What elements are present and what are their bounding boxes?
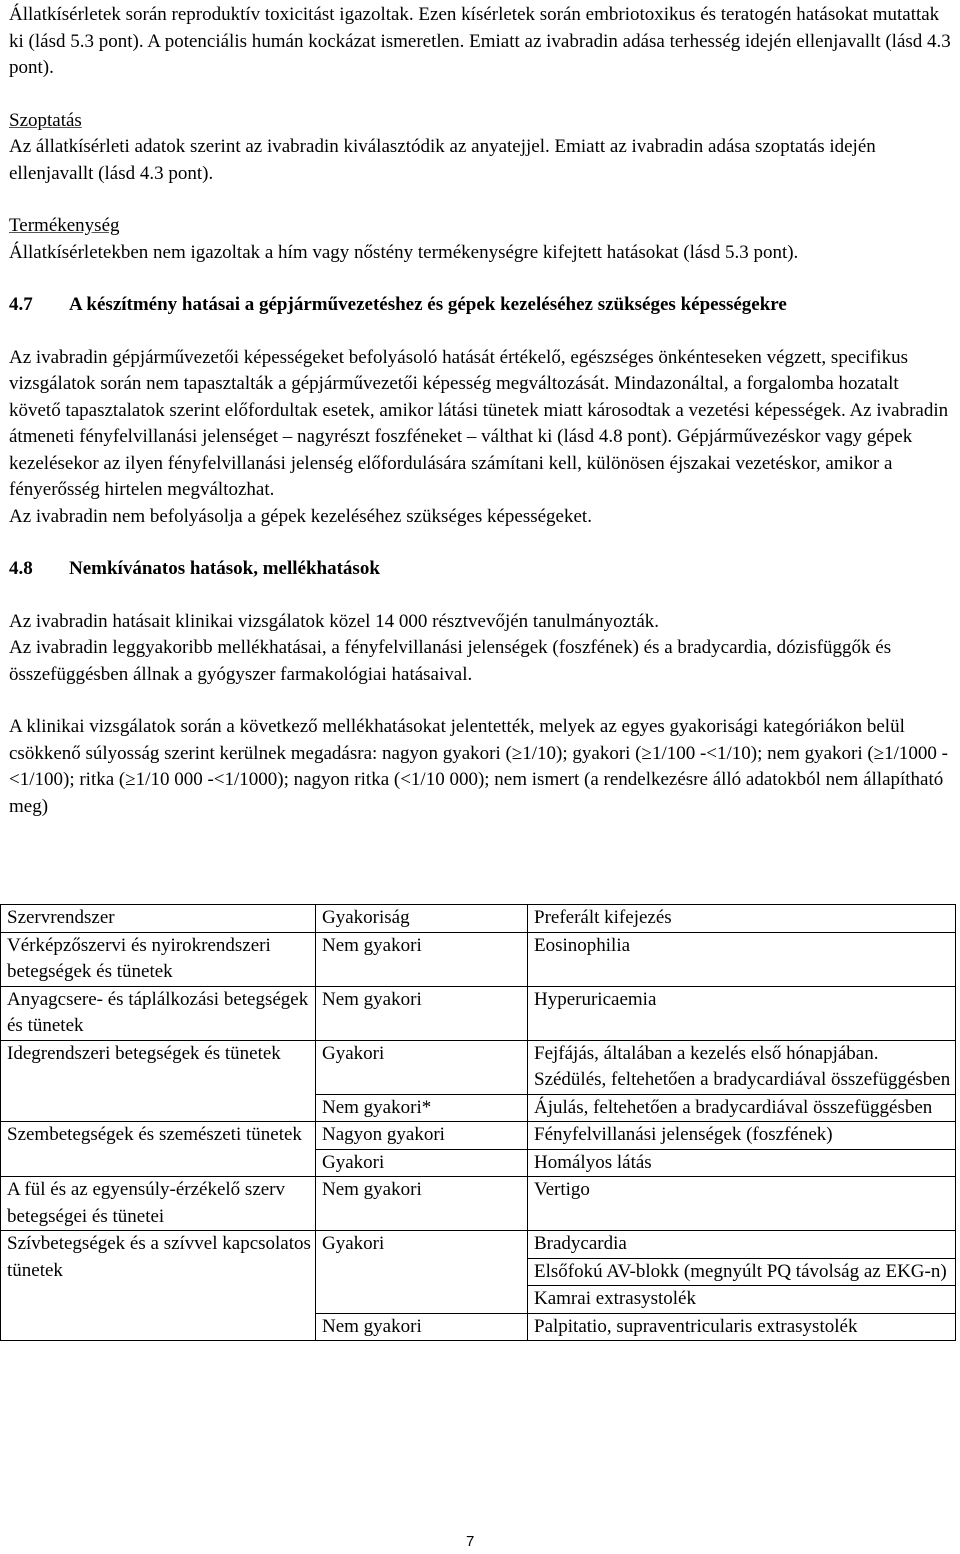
table-cell: Nem gyakori*: [316, 1094, 528, 1122]
breastfeeding-heading: Szoptatás: [9, 109, 82, 131]
table-header-cell: Preferált kifejezés: [528, 905, 956, 933]
table-cell: Szívbetegségek és a szívvel kapcsolatos tünetek: [1, 1231, 316, 1341]
table-row: [1, 986, 956, 1040]
table-cell: Kamrai extrasystolék: [528, 1286, 956, 1314]
table-cell: Nem gyakori: [316, 1177, 528, 1231]
breastfeeding-paragraph: Az állatkísérleti adatok szerint az ivabradin kiválasztódik az anyatejjel. Emiatt az ivabradin adása szoptatás idején ellenjavallt (lásd 4.3 pont).: [9, 136, 876, 184]
table-cell: Gyakori: [316, 1149, 528, 1177]
table-cell: Szembetegségek és szemészeti tünetek: [1, 1122, 316, 1177]
table-cell: Bradycardia: [528, 1231, 956, 1259]
table-cell: Elsőfokú AV-blokk (megnyúlt PQ távolság az EKG-n): [528, 1258, 956, 1286]
document-page: [9, 0, 953, 820]
fertility-heading: Termékenység: [9, 215, 120, 236]
table-row: [1, 1231, 956, 1259]
table-cell: Gyakori: [316, 1231, 528, 1314]
table-cell: Ájulás, feltehetően a bradycardiával összefüggésben: [528, 1094, 956, 1122]
table-row: [1, 1122, 956, 1150]
section-4-7-number: 4.7: [9, 294, 33, 315]
section-4-8-number: 4.8: [9, 558, 33, 579]
pregnancy-paragraph: Állatkísérletek során reproduktív toxicitást igazoltak. Ezen kísérletek során embriotoxikus és teratogén hatásokat mutattak ki (lásd 5.3 pont). A potenciális humán kockázat ismeretlen. Emiatt az ivabradin adása terhesség idején ellenjavallt (lásd 4.3 pont).: [9, 4, 951, 78]
table-cell: A fül és az egyensúly-érzékelő szerv betegségei és tünetei: [1, 1177, 316, 1231]
table-row: [1, 1040, 956, 1067]
section-4-8-paragraph-3: A klinikai vizsgálatok során a következő mellékhatásokat jelentették, melyek az egyes gyakorisági kategóriákon belül csökkenő súlyosság szerint kerülnek megadásra: nagyon gyakori (≥1/10); gyakori (≥1/100 -<1/10); nem gyakori (≥1/1000 -<1/100); ritka (≥1/10 000 -<1/1000); nagyon ritka (<1/10 000); nem ismert (a rendelkezésre álló adatokból nem állapítható meg): [9, 716, 949, 817]
table-cell: Vertigo: [528, 1177, 956, 1231]
section-4-8-paragraph-1: Az ivabradin hatásait klinikai vizsgálatok közel 14 000 résztvevőjén tanulmányozták.: [9, 610, 660, 632]
adverse-effects-table: [0, 904, 956, 1341]
table-cell: Idegrendszeri betegségek és tünetek: [1, 1040, 316, 1122]
section-4-7-heading: [9, 292, 953, 319]
table-cell: Eosinophilia: [528, 932, 956, 986]
table-cell: Anyagcsere- és táplálkozási betegségek és tünetek: [1, 986, 316, 1040]
table-row: [1, 932, 956, 986]
table-cell: Szédülés, feltehetően a bradycardiával összefüggésben: [528, 1067, 956, 1094]
table-cell: Palpitatio, supraventricularis extrasystolék: [528, 1313, 956, 1341]
table-cell: Nem gyakori: [316, 932, 528, 986]
section-4-8-paragraph-2: Az ivabradin leggyakoribb mellékhatásai, a fényfelvillanási jelenségek (foszfének) és a bradycardia, dózisfüggők és összefüggésben állnak a gyógyszer farmakológiai hatásaival.: [9, 637, 892, 685]
table-header-row: [1, 905, 956, 933]
table-cell: Fényfelvillanási jelenségek (foszfének): [528, 1122, 956, 1150]
table-header-cell: Szervrendszer: [1, 905, 316, 933]
table-cell: Fejfájás, általában a kezelés első hónapjában.: [528, 1040, 956, 1067]
table-cell: Hyperuricaemia: [528, 986, 956, 1040]
table-cell: Nagyon gyakori: [316, 1122, 528, 1150]
table-row: [1, 1177, 956, 1231]
table-cell: Gyakori: [316, 1040, 528, 1094]
section-4-8-title: Nemkívánatos hatások, mellékhatások: [69, 558, 380, 579]
table-cell: Vérképzőszervi és nyirokrendszeri betegségek és tünetek: [1, 932, 316, 986]
page-number: 7: [466, 1533, 475, 1550]
section-4-7-paragraph: Az ivabradin gépjárművezetői képességeket befolyásoló hatását értékelő, egészséges önkénteseken végzett, specifikus vizsgálatok során nem tapasztalták a gépjárművezetői képesség megváltozását. Mindazonáltal, a forgalomba hozatalt követő tapasztalatok szerint előfordultak esetek, amikor látási tünetek miatt károsodtak a vezetési képességek. Az ivabradin átmeneti fényfelvillanási jelenséget – nagyrészt foszféneket – válthat ki (lásd 4.8 pont). Gépjárművezéskor vagy gépek kezelésekor az ilyen fényfelvillanási jelenség előfordulására számítani kell, különösen éjszakai vezetéskor, amikor a fényerősség hirtelen megváltozhat.: [9, 346, 949, 500]
section-4-8-heading: [9, 556, 953, 583]
fertility-paragraph: Állatkísérletekben nem igazoltak a hím vagy nőstény termékenységre kifejtett hatásokat (lásd 5.3 pont).: [9, 241, 799, 263]
section-4-7-paragraph-2: Az ivabradin nem befolyásolja a gépek kezeléséhez szükséges képességeket.: [9, 505, 592, 527]
table-header-cell: Gyakoriság: [316, 905, 528, 933]
section-4-7-title: A készítmény hatásai a gépjárművezetéshez és gépek kezeléséhez szükséges képességekre: [69, 294, 787, 315]
table-cell: Nem gyakori: [316, 986, 528, 1040]
table-cell: Nem gyakori: [316, 1313, 528, 1341]
table-cell: Homályos látás: [528, 1149, 956, 1177]
